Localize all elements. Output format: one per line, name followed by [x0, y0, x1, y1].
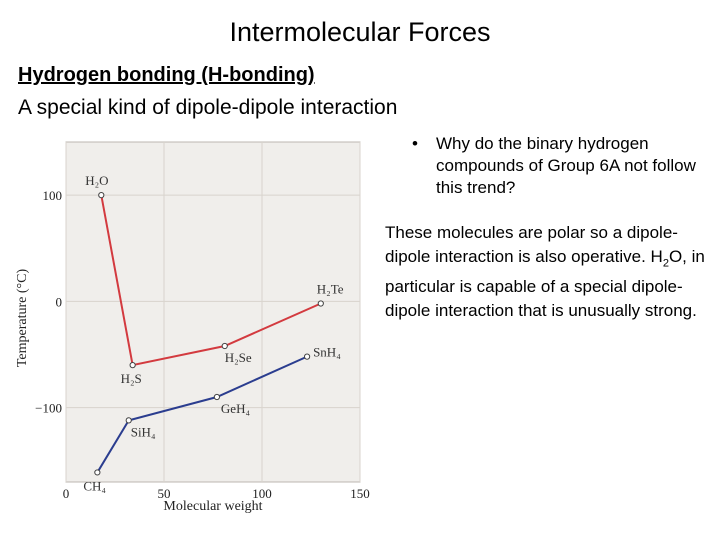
section-subheading: A special kind of dipole-dipole interaction — [18, 96, 398, 119]
answer-text-part2: O, in particular is capable of a special dipole-dipole interaction that is unusually strong. — [385, 247, 705, 321]
data-point — [214, 394, 219, 399]
x-tick-label: 50 — [157, 486, 171, 501]
question-text: Why do the binary hydrogen compounds of Group 6A not follow this trend? — [436, 134, 696, 197]
y-tick-label: 100 — [42, 188, 62, 204]
x-tick-label: 100 — [252, 486, 272, 501]
data-point — [126, 418, 131, 423]
boiling-point-chart — [0, 128, 380, 528]
point-label: H₂O — [85, 173, 109, 189]
data-point — [99, 193, 104, 198]
x-tick-label: 0 — [62, 486, 70, 501]
point-label: SnH₄ — [313, 344, 341, 360]
point-label: H₂Se — [224, 350, 252, 365]
data-point — [318, 301, 323, 306]
y-axis-title: Temperature (°C) — [15, 268, 30, 368]
data-point — [304, 354, 309, 359]
data-point — [222, 343, 227, 348]
point-label: SiH₄ — [130, 424, 156, 440]
point-label: CH₄ — [83, 478, 106, 494]
plot-background — [66, 142, 360, 482]
question-bullet — [412, 133, 712, 199]
slide-title: Intermolecular Forces — [229, 17, 491, 47]
x-axis-title: Molecular weight — [163, 499, 263, 514]
data-point — [130, 363, 135, 368]
data-point — [95, 470, 100, 475]
answer-paragraph — [385, 221, 710, 323]
y-tick-label: −100 — [35, 400, 62, 416]
point-label: GeH₄ — [220, 401, 251, 416]
y-tick-label: 0 — [55, 294, 62, 310]
point-label: H₂S — [120, 371, 142, 387]
answer-text-part1: These molecules are polar so a dipole-dipole interaction is also operative. H — [385, 223, 678, 266]
answer-subscript: 2 — [662, 257, 669, 270]
bullet-icon: • — [412, 134, 418, 153]
x-tick-label: 150 — [350, 486, 370, 501]
point-label: H₂Te — [316, 281, 344, 297]
section-heading: Hydrogen bonding (H-bonding) — [18, 64, 315, 86]
